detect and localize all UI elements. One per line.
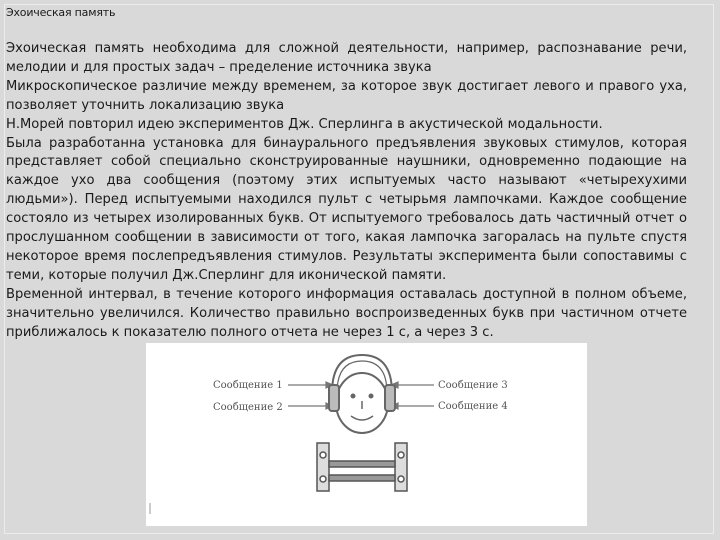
headphones-setup-diagram bbox=[146, 343, 587, 526]
label-message-1: Сообщение 1 bbox=[213, 380, 283, 391]
paragraph: Эхоическая память необходима для сложной деятельности, например, распознавание речи, мелодии и для простых задач – пределение источника звука bbox=[6, 41, 687, 75]
body-text bbox=[6, 40, 687, 343]
experiment-figure bbox=[146, 343, 587, 526]
label-message-3: Сообщение 3 bbox=[438, 380, 508, 391]
paragraph: Н.Морей повторил идею экспериментов Дж. Сперлинга в акустической модальности. bbox=[6, 116, 603, 132]
slide-title: Эхоическая память bbox=[6, 6, 116, 19]
arrow-icon bbox=[288, 382, 333, 409]
arrow-icon bbox=[391, 382, 434, 409]
label-message-2: Сообщение 2 bbox=[213, 402, 283, 413]
lamp-panel bbox=[317, 443, 407, 491]
paragraph: Временной интервал, в течение которого информация оставалась доступной в полном объеме, значительно увеличился. Количество правильно воспроизведенных букв при частичном отчете приближалось к показателю полного отчета не через 1 с, а через 3 с. bbox=[6, 286, 687, 340]
paragraph: Микроскопическое различие между временем, за которое звук достигает левого и правого уха, позволяет уточнить локализацию звука bbox=[6, 78, 687, 113]
head-with-headphones-icon bbox=[329, 355, 395, 433]
paragraph: Была разработанна установка для бинаурального предъявления звуковых стимулов, которая представляет собой специально сконструированные наушники, одновременно подающие на каждое ухо два сообщения (поэтому этих испытуемых часто называют «четырехухими людьми»). Перед испытуемыми находился пульт с четырьмя лампочками. Каждое сообщение состояло из четырех изолированных букв. От испытуемого требовалось дать частичный отчет о прослушанном сообщении в зависимости от того, какая лампочка загоралась на пульте спустя некоторое время послепредъявления стимулов. Результаты эксперимента были сопоставимы с теми, которые получил Дж.Сперлинг для иконической памяти. bbox=[6, 135, 687, 283]
label-message-4: Сообщение 4 bbox=[438, 401, 508, 412]
